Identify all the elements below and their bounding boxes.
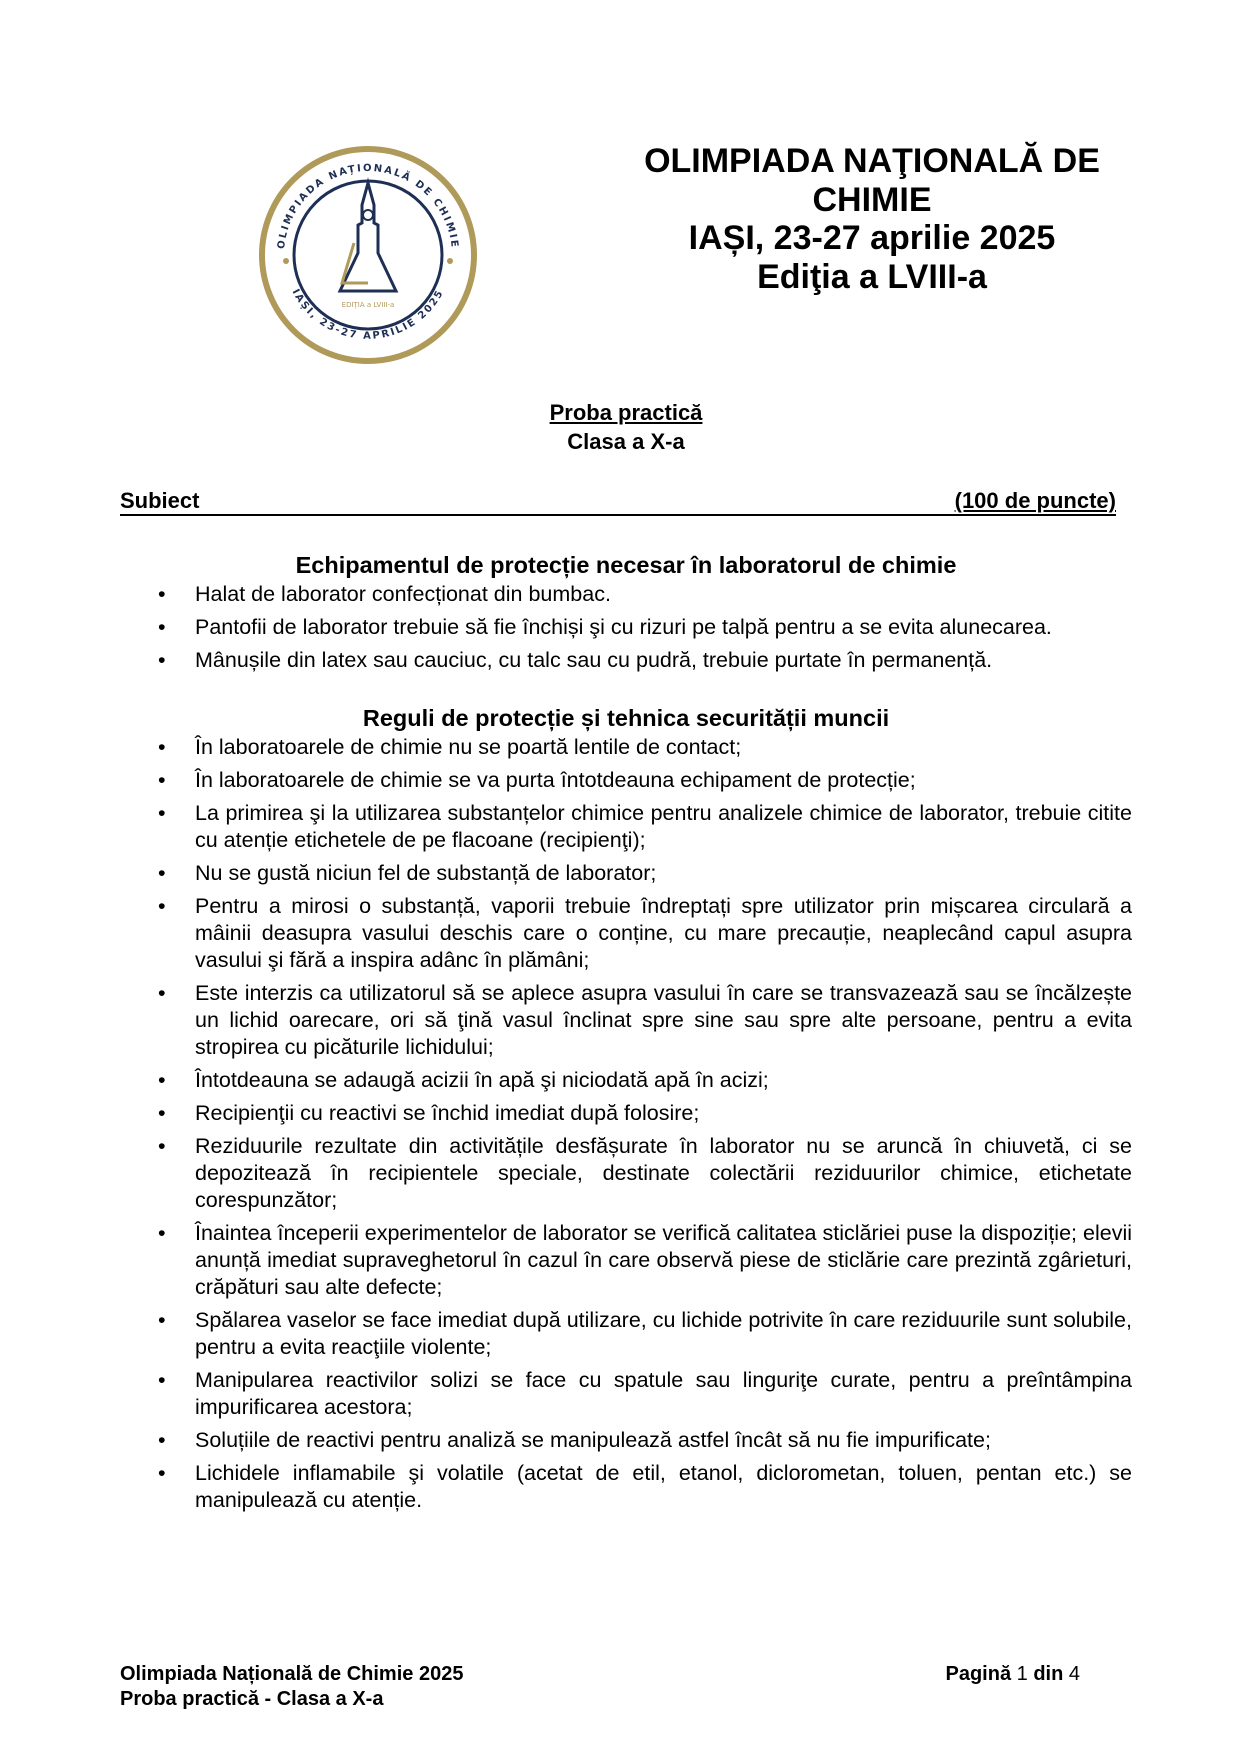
bullet-list bbox=[120, 581, 1132, 674]
page-label: Pagină bbox=[945, 1663, 1012, 1685]
svg-text:IAȘI, 23-27 APRILIE 2025: IAȘI, 23-27 APRILIE 2025 bbox=[289, 287, 447, 342]
list-item: • Lichidele inflamabile şi volatile (acetat de etil, etanol, diclorometan, toluen, pentan etc.) se manipulează cu atenție. bbox=[120, 1460, 1132, 1514]
list-item: • Pantofii de laborator trebuie să fie închiși şi cu rizuri pe talpă pentru a se evita alunecarea. bbox=[120, 614, 1132, 641]
document-body bbox=[120, 549, 1132, 1520]
list-item: • Reziduurile rezultate din activitățile desfășurate în laborator nu se aruncă în chiuvetă, ci se depozitează în recipientele speciale, destinate colectării reziduurilor chimice, etichetate corespunzător; bbox=[120, 1133, 1132, 1214]
list-item: • Spălarea vaselor se face imediat după utilizare, cu lichide potrivite în care reziduurile sunt solubile, pentru a evita reacţiile violente; bbox=[120, 1307, 1132, 1361]
svg-text:OLIMPIADA NAȚIONALĂ DE CHIMIE: OLIMPIADA NAȚIONALĂ DE CHIMIE bbox=[276, 162, 460, 250]
footer-line: Proba practică - Clasa a X-a bbox=[120, 1688, 384, 1710]
page-number bbox=[945, 1662, 1080, 1687]
page-title bbox=[600, 142, 1144, 296]
of-label: din bbox=[1033, 1663, 1064, 1685]
section-heading: Reguli de protecție și tehnica securității muncii bbox=[362, 705, 890, 731]
list-item: • Pentru a mirosi o substanță, vaporii trebuie îndreptați spre utilizator prin mișcarea circulară a mâinii deasupra vasului deschis care o conține, cu mare precauție, neaplecând capul asupra vasului şi fără a inspira adânc în plămâni; bbox=[120, 893, 1132, 974]
subject-label: Subiect bbox=[120, 488, 200, 513]
list-item: • Halat de laborator confecționat din bumbac. bbox=[120, 581, 1132, 608]
list-item: • Mânușile din latex sau cauciuc, cu talc sau cu pudră, trebuie purtate în permanență. bbox=[120, 647, 1132, 674]
current-page: 1 bbox=[1016, 1663, 1028, 1685]
subject-points: (100 de puncte) bbox=[954, 488, 1116, 513]
list-item: • Înaintea începerii experimentelor de laborator se verifică calitatea sticlăriei puse la dispoziție; elevii anunță imediat supraveghetorul în cazul în care observă piese de sticlărie care prezintă zgârieturi, crăpături sau alte defecte; bbox=[120, 1220, 1132, 1301]
list-item: • Manipularea reactivilor solizi se face cu spatule sau linguriţe curate, pentru a preîntâmpina impurificarea acestora; bbox=[120, 1367, 1132, 1421]
footer-line: Olimpiada Națională de Chimie 2025 bbox=[120, 1663, 464, 1685]
exam-type: Proba practică bbox=[549, 400, 703, 425]
title-line: CHIMIE bbox=[812, 180, 932, 219]
bullet-list bbox=[120, 734, 1132, 1514]
list-item: • În laboratoarele de chimie nu se poartă lentile de contact; bbox=[120, 734, 1132, 761]
section-heading: Echipamentul de protecție necesar în laboratorul de chimie bbox=[295, 552, 957, 578]
list-item: • În laboratoarele de chimie se va purta întotdeauna echipament de protecție; bbox=[120, 767, 1132, 794]
svg-text:EDIȚIA a LVIII-a: EDIȚIA a LVIII-a bbox=[341, 301, 395, 309]
subject-line bbox=[120, 488, 1116, 516]
list-item: • Întotdeauna se adaugă acizii în apă şi niciodată apă în acizi; bbox=[120, 1067, 1132, 1094]
exam-info bbox=[400, 398, 852, 456]
list-item: • Recipienţii cu reactivi se închid imediat după folosire; bbox=[120, 1100, 1132, 1127]
list-item: • La primirea şi la utilizarea substanțelor chimice pentru analizele chimice de laborator, trebuie citite cu atenție etichetele de pe flacoane (recipienţi); bbox=[120, 800, 1132, 854]
list-item: • Nu se gustă niciun fel de substanță de laborator; bbox=[120, 860, 1132, 887]
title-line: Ediţia a LVIII-a bbox=[757, 257, 987, 296]
olympiad-logo bbox=[256, 143, 480, 367]
exam-class: Clasa a X-a bbox=[567, 429, 685, 454]
title-line: OLIMPIADA NAŢIONALĂ DE bbox=[644, 142, 1100, 180]
page-footer bbox=[120, 1662, 1080, 1712]
total-pages: 4 bbox=[1068, 1663, 1080, 1685]
title-line: IAȘI, 23-27 aprilie 2025 bbox=[688, 219, 1056, 257]
list-item: • Soluțiile de reactivi pentru analiză se manipulează astfel încât să nu fie impurificate; bbox=[120, 1427, 1132, 1454]
list-item: • Este interzis ca utilizatorul să se aplece asupra vasului în care se transvazează sau se încălzește un lichid oarecare, ori să ţină vasul înclinat spre sine sau spre alte persoane, pentru a evita stropirea cu picăturile lichidului; bbox=[120, 980, 1132, 1061]
